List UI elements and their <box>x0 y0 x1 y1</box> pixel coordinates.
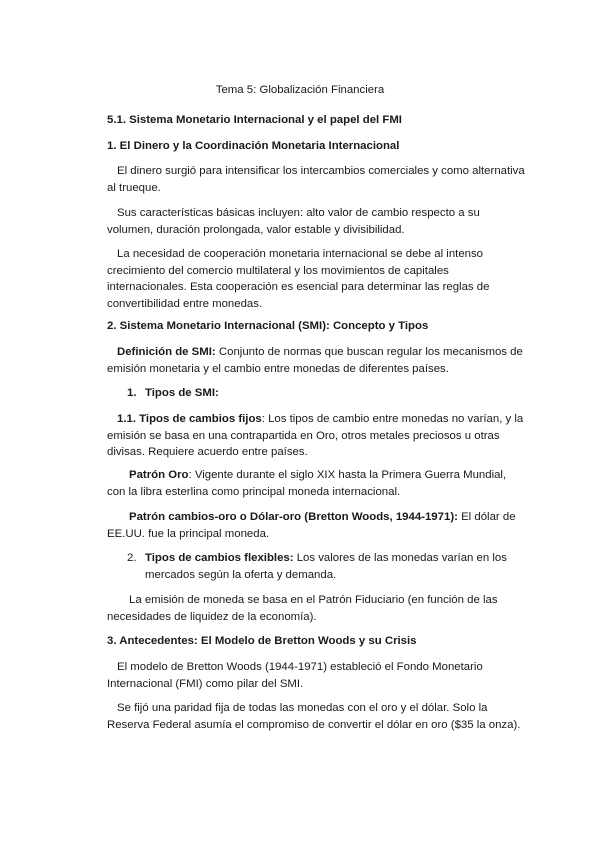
bretton-woods-text: El dólar de EE.UU. fue la principal moneda. <box>107 511 516 540</box>
paragraph-dinero: El dinero surgió para intensificar los intercambios comerciales y como alternativa al trueque. <box>107 165 525 194</box>
list-item-label: Tipos de SMI: <box>145 387 219 399</box>
section-heading-2: 2. Sistema Monetario Internacional (SMI): Concepto y Tipos <box>107 320 429 332</box>
patron-oro-label: Patrón Oro <box>129 469 189 481</box>
page-title: Tema 5: Globalización Financiera <box>215 84 385 96</box>
paragraph-emision: La emisión de moneda se basa en el Patrón Fiduciario (en función de las necesidades de liquidez de la economía). <box>107 594 498 623</box>
paragraph-patron-oro <box>107 467 527 500</box>
paragraph-definicion <box>107 344 527 377</box>
section-heading-1: 1. El Dinero y la Coordinación Monetaria Internacional <box>107 140 400 152</box>
paragraph-cambios-fijos <box>107 411 527 461</box>
list-number: 2. <box>127 552 137 564</box>
definition-label: Definición de SMI: <box>117 346 216 358</box>
paragraph-bretton-woods-modelo: El modelo de Bretton Woods (1944-1971) estableció el Fondo Monetario Internacional (FMI) como pilar del SMI. <box>107 661 483 690</box>
list-item-cambios-flexibles <box>107 550 527 584</box>
section-heading-3: 3. Antecedentes: El Modelo de Bretton Woods y su Crisis <box>107 635 417 647</box>
cambios-flexibles-label: Tipos de cambios flexibles: <box>145 552 294 564</box>
cambios-flexibles-content <box>145 550 515 583</box>
bretton-woods-label: Patrón cambios-oro o Dólar-oro (Bretton Woods, 1944-1971): <box>129 511 458 523</box>
cambios-fijos-label: 1.1. Tipos de cambios fijos <box>117 413 262 425</box>
paragraph-caracteristicas: Sus características básicas incluyen: alto valor de cambio respecto a su volumen, duración prolongada, valor estable y divisibilidad. <box>107 207 480 236</box>
paragraph-necesidad: La necesidad de cooperación monetaria internacional se debe al intenso crecimiento del comercio multilateral y los movimientos de capitales internacionales. Esta cooperación es esencial para determinar las reglas de convertibilidad entre monedas. <box>107 248 490 310</box>
paragraph-bretton-woods <box>107 509 527 542</box>
cambios-fijos-text: : Los tipos de cambio entre monedas no varían, y la emisión se basa en una contrapartida en Oro, otros metales preciosos u otras divisas. Requiere acuerdo entre países. <box>107 413 524 458</box>
list-item-tipos-smi <box>107 385 527 402</box>
section-heading-5-1: 5.1. Sistema Monetario Internacional y el papel del FMI <box>107 114 402 126</box>
list-number: 1. <box>127 387 137 399</box>
definition-text: Conjunto de normas que buscan regular los mecanismos de emisión monetaria y el cambio entre monedas de diferentes países. <box>107 346 523 375</box>
patron-oro-text: : Vigente durante el siglo XIX hasta la Primera Guerra Mundial, con la libra esterlina como principal moneda internacional. <box>107 469 507 498</box>
cambios-flexibles-text: Los valores de las monedas varían en los mercados según la oferta y demanda. <box>145 552 507 581</box>
paragraph-paridad: Se fijó una paridad fija de todas las monedas con el oro y el dólar. Solo la Reserva Federal asumía el compromiso de convertir el dólar en oro ($35 la onza). <box>107 702 521 731</box>
